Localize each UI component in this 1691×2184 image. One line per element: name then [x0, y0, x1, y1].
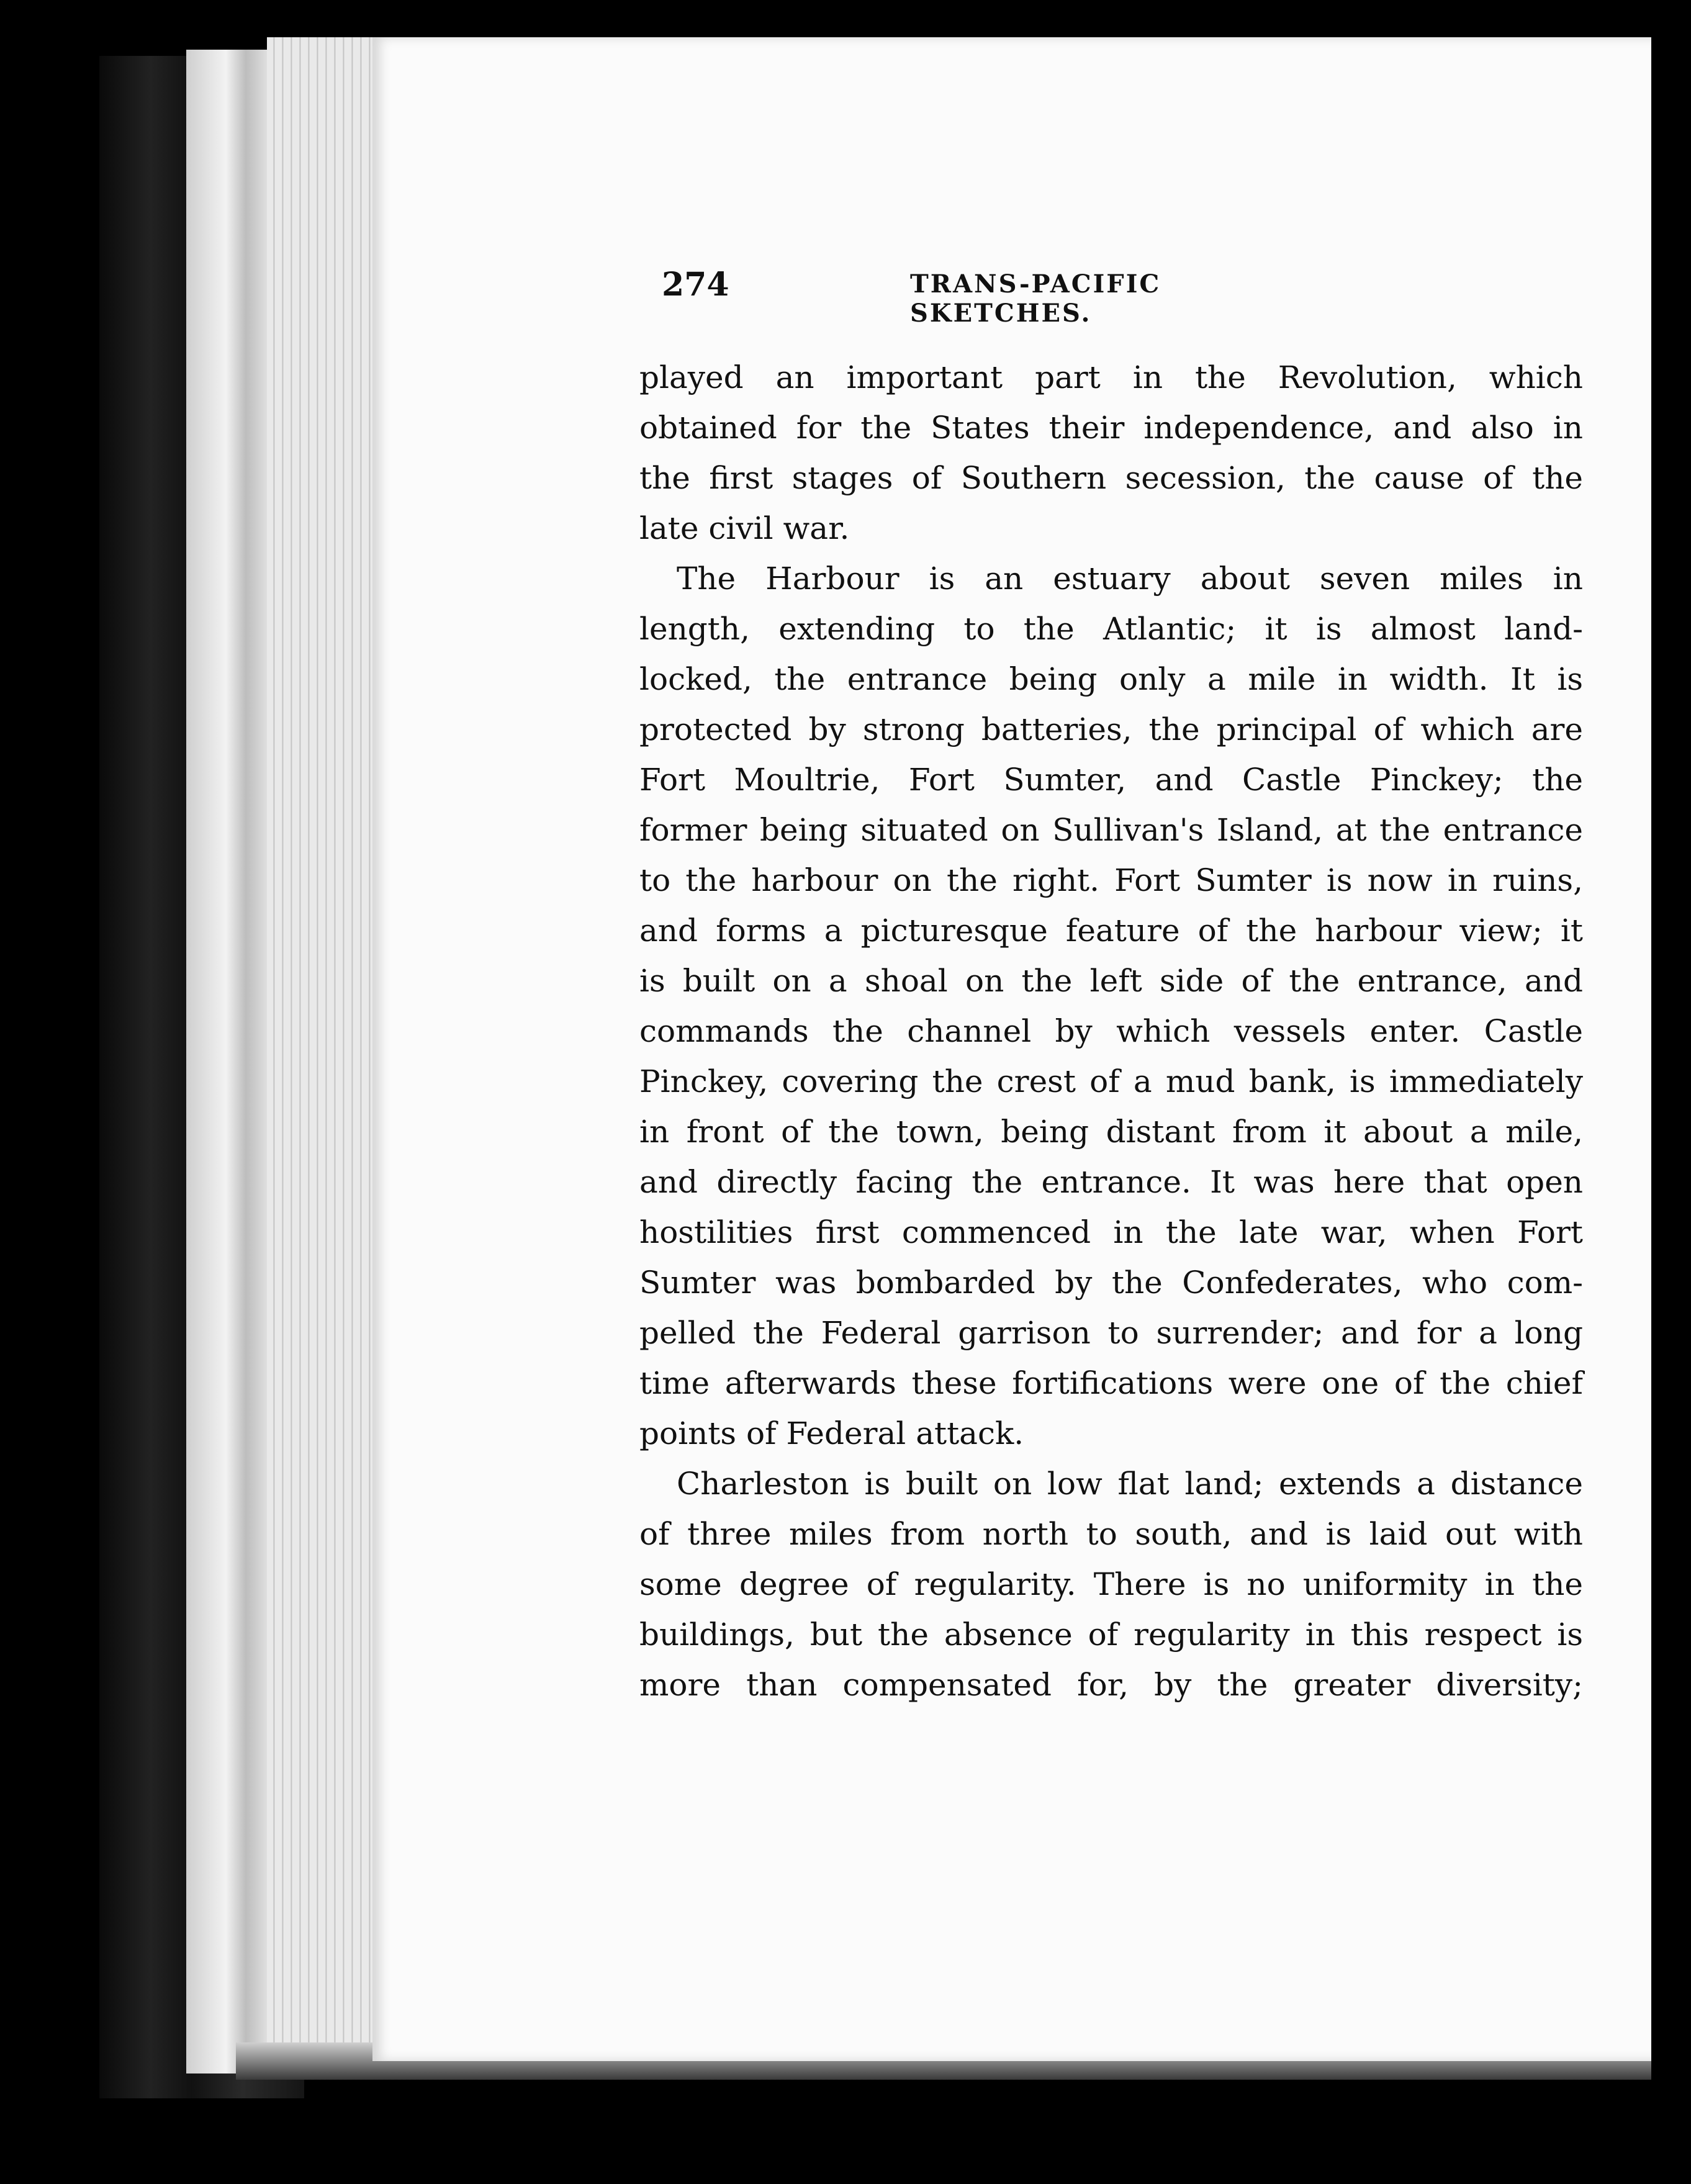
page-number: 274 — [662, 266, 729, 304]
text-line: obtained for the States their independence, and also in — [639, 410, 1583, 446]
text-line: buildings, but the absence of regularity in this respect is — [639, 1617, 1583, 1653]
running-title: TRANS-PACIFIC SKETCHES. — [910, 269, 1161, 328]
text-line: is built on a shoal on the left side of the entrance, and — [639, 963, 1583, 999]
text-line: some degree of regularity. There is no uniformity in the — [639, 1566, 1583, 1602]
text-line: of three miles from north to south, and is laid out with — [639, 1516, 1583, 1552]
text-line: points of Federal attack. — [639, 1415, 1024, 1451]
text-line: commands the channel by which vessels enter. Castle — [639, 1013, 1583, 1049]
text-line: Sumter was bombarded by the Confederates, who com- — [639, 1265, 1583, 1301]
right-margin-shadow — [1651, 0, 1691, 2184]
running-head — [662, 266, 1320, 328]
text-line: in front of the town, being distant from it about a mile, — [639, 1114, 1583, 1150]
paragraph-start-line: Charleston is built on low flat land; extends a distance — [677, 1466, 1583, 1502]
text-line: the first stages of Southern secession, the cause of the — [639, 460, 1583, 496]
text-line: more than compensated for, by the greater diversity; — [639, 1667, 1583, 1703]
text-line: late civil war. — [639, 510, 850, 546]
text-line: and directly facing the entrance. It was here that open — [639, 1164, 1583, 1200]
text-line: pelled the Federal garrison to surrender; and for a long — [639, 1315, 1583, 1351]
body-text — [639, 353, 1583, 1710]
paragraph-start-line: The Harbour is an estuary about seven miles in — [677, 561, 1583, 597]
text-line: to the harbour on the right. Fort Sumter is now in ruins, — [639, 862, 1583, 898]
page-edges — [267, 37, 379, 2061]
text-line: length, extending to the Atlantic; it is almost land- — [639, 611, 1583, 647]
text-line: locked, the entrance being only a mile in width. It is — [639, 661, 1583, 697]
text-line: time afterwards these fortifications were one of the chief — [639, 1365, 1583, 1401]
text-line: Fort Moultrie, Fort Sumter, and Castle Pinckey; the — [639, 762, 1583, 798]
text-line: former being situated on Sullivan's Island, at the entrance — [639, 812, 1583, 848]
text-line: and forms a picturesque feature of the harbour view; it — [639, 913, 1583, 949]
text-line: protected by strong batteries, the principal of which are — [639, 711, 1583, 747]
text-line: Pinckey, covering the crest of a mud bank, is immediately — [639, 1063, 1583, 1099]
text-line: hostilities first commenced in the late war, when Fort — [639, 1214, 1583, 1250]
text-line: played an important part in the Revolution, which — [639, 359, 1583, 395]
